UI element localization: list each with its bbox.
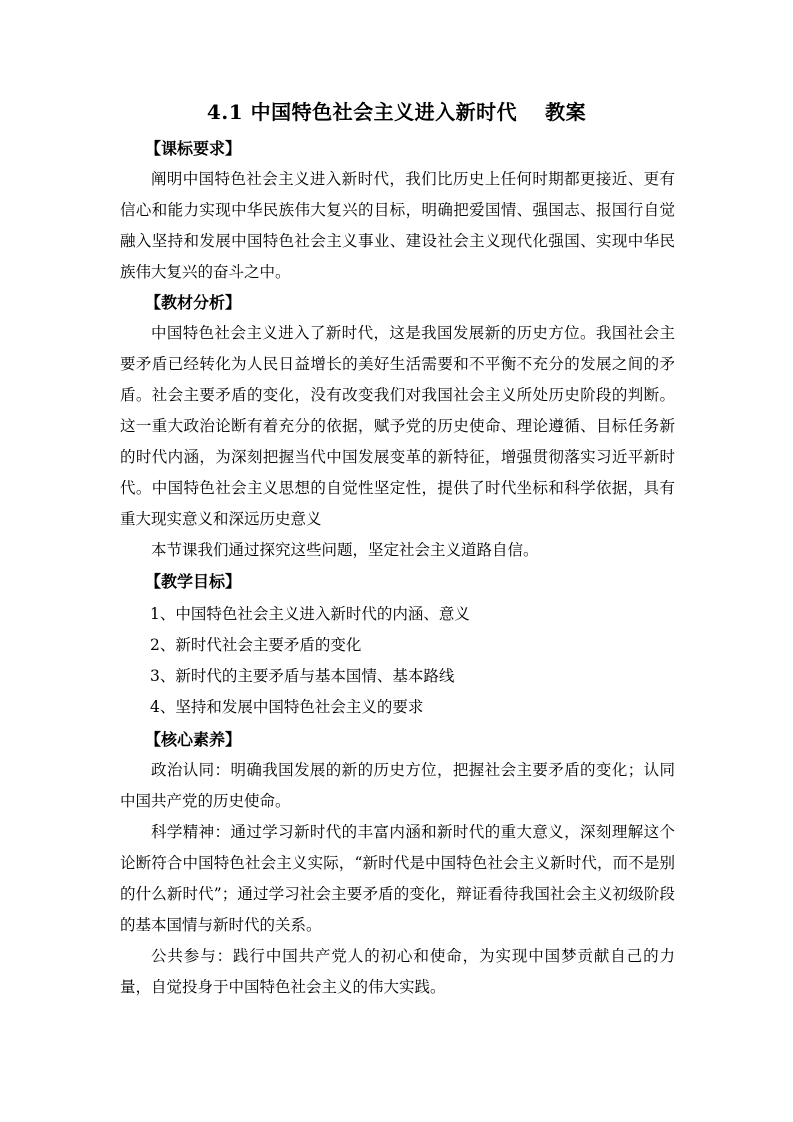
objective-item: 3、新时代的主要矛盾与基本国情、基本路线	[150, 667, 455, 685]
heading-literacy: 【核心素养】	[145, 730, 242, 749]
paragraph-curriculum: 阐明中国特色社会主义进入新时代，我们比历史上任何时期都更接近、更有信心和能力实现中华民族伟大复兴的目标，明确把爱国情、强国志、报国行自觉融入坚持和发展中国特色社会主义事业、建设社会主义现代化强国、实现中华民族伟大复兴的奋斗之中。	[120, 170, 675, 281]
objective-item: 2、新时代社会主要矛盾的变化	[150, 636, 362, 654]
heading-curriculum: 【课标要求】	[145, 139, 242, 158]
paragraph-literacy-2: 科学精神：通过学习新时代的丰富内涵和新时代的重大意义，深刻理解这个论断符合中国特色社会主义实际，“新时代是中国特色社会主义新时代，而不是别的什么新时代”；通过学习社会主要矛盾的变化，辩证看待我国社会主义初级阶段的基本国情与新时代的关系。	[120, 823, 675, 934]
objective-item: 1、中国特色社会主义进入新时代的内涵、意义	[150, 605, 470, 623]
paragraph-literacy-3: 公共参与：践行中国共产党人的初心和使命，为实现中国梦贡献自己的力量，自觉投身于中国特色社会主义的伟大实践。	[120, 947, 675, 996]
page-title: 4.1 中国特色社会主义进入新时代 教案	[206, 100, 587, 124]
heading-analysis: 【教材分析】	[145, 293, 242, 312]
paragraph-analysis-2: 本节课我们通过探究这些问题，坚定社会主义道路自信。	[151, 541, 539, 559]
paragraph-literacy-1: 政治认同：明确我国发展的新的历史方位，把握社会主要矛盾的变化；认同中国共产党的历史使命。	[120, 761, 675, 810]
heading-objectives: 【教学目标】	[145, 572, 242, 591]
paragraph-analysis-1: 中国特色社会主义进入了新时代，这是我国发展新的历史方位。我国社会主要矛盾已经转化为人民日益增长的美好生活需要和不平衡不充分的发展之间的矛盾。社会主要矛盾的变化，没有改变我们对我国社会主义所处历史阶段的判断。这一重大政治论断有着充分的依据，赋予党的历史使命、理论遵循、目标任务新的时代内涵，为深刻把握当代中国发展变革的新特征，增强贯彻落实习近平新时代。中国特色社会主义思想的自觉性坚定性，提供了时代坐标和科学依据，具有重大现实意义和深远历史意义	[120, 324, 675, 528]
objective-item: 4、坚持和发展中国特色社会主义的要求	[150, 698, 424, 716]
